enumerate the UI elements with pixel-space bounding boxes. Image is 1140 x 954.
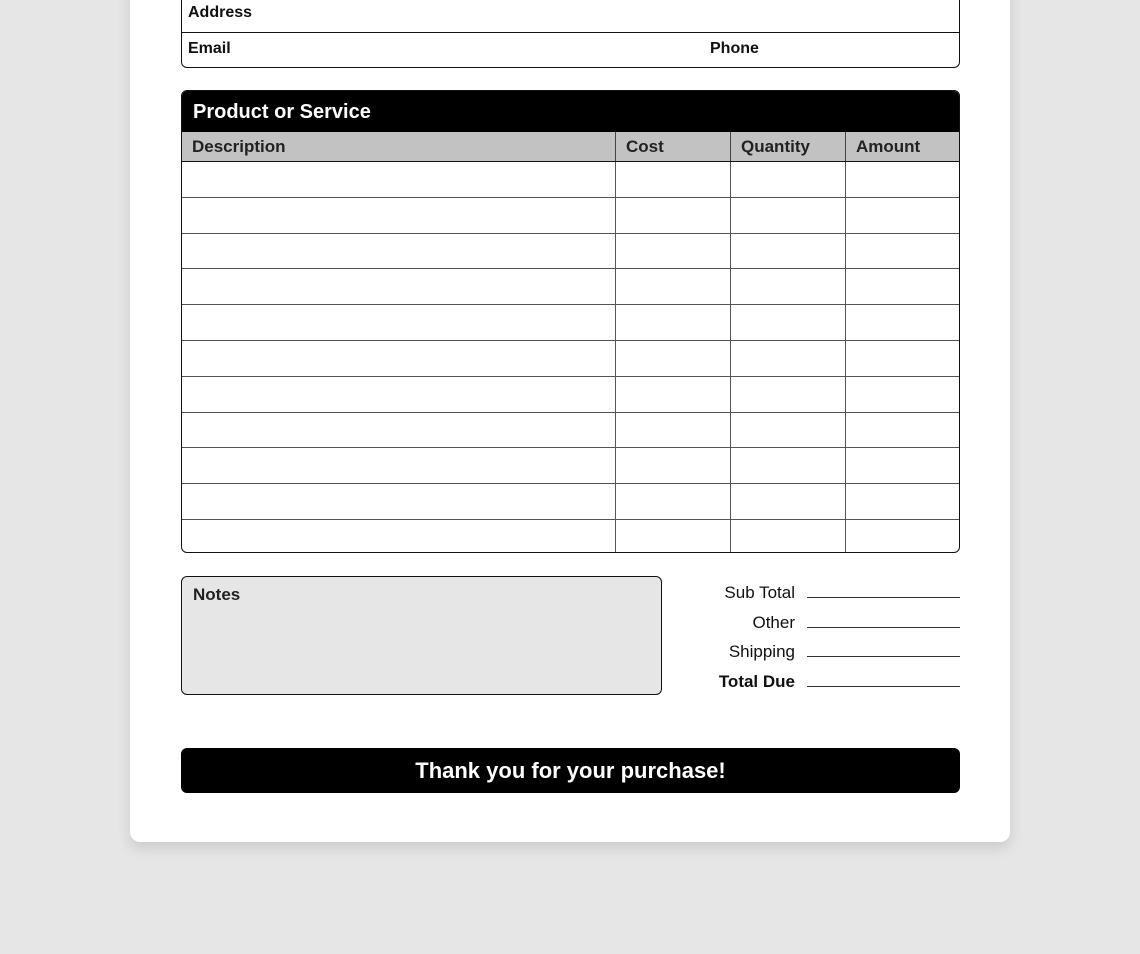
column-header-description: Description (182, 132, 616, 161)
description-cell[interactable] (182, 305, 616, 340)
cost-cell[interactable] (616, 377, 731, 412)
cost-cell[interactable] (616, 269, 731, 304)
product-rows (182, 162, 959, 553)
quantity-cell[interactable] (731, 448, 846, 483)
sub-total-field[interactable] (807, 597, 960, 598)
amount-cell[interactable] (846, 520, 959, 553)
cost-cell[interactable] (616, 341, 731, 376)
quantity-cell[interactable] (731, 269, 846, 304)
description-cell[interactable] (182, 341, 616, 376)
totals-section (690, 583, 960, 701)
shipping-field[interactable] (807, 656, 960, 657)
other-line (690, 613, 960, 643)
description-cell[interactable] (182, 269, 616, 304)
table-row (182, 198, 959, 234)
column-header-cost: Cost (616, 132, 731, 161)
table-row (182, 413, 959, 449)
table-row (182, 269, 959, 305)
table-row (182, 341, 959, 377)
quantity-cell[interactable] (731, 198, 846, 233)
thank-you-banner: Thank you for your purchase! (181, 748, 960, 793)
other-label: Other (752, 612, 795, 632)
amount-cell[interactable] (846, 162, 959, 197)
column-header-amount: Amount (856, 137, 921, 156)
address-label: Address (188, 4, 253, 21)
description-cell[interactable] (182, 413, 616, 448)
amount-cell[interactable] (846, 377, 959, 412)
description-cell[interactable] (182, 162, 616, 197)
address-row[interactable] (182, 0, 959, 33)
table-row (182, 448, 959, 484)
table-row (182, 234, 959, 270)
amount-cell[interactable] (846, 198, 959, 233)
amount-cell[interactable] (846, 448, 959, 483)
quantity-cell[interactable] (731, 484, 846, 519)
description-cell[interactable] (182, 198, 616, 233)
notes-label: Notes (193, 585, 241, 604)
amount-cell[interactable] (846, 484, 959, 519)
description-cell[interactable] (182, 484, 616, 519)
table-row (182, 377, 959, 413)
amount-cell[interactable] (846, 269, 959, 304)
description-cell[interactable] (182, 448, 616, 483)
total-due-line (690, 672, 960, 702)
description-cell[interactable] (182, 377, 616, 412)
total-due-field[interactable] (807, 686, 960, 687)
notes-box[interactable] (181, 576, 662, 695)
quantity-cell[interactable] (731, 520, 846, 553)
table-row (182, 484, 959, 520)
cost-cell[interactable] (616, 198, 731, 233)
amount-cell[interactable] (846, 413, 959, 448)
column-header-quantity: Quantity (731, 132, 846, 161)
sub-total-label: Sub Total (724, 583, 795, 602)
amount-cell[interactable] (846, 341, 959, 376)
quantity-cell[interactable] (731, 413, 846, 448)
shipping-label: Shipping (728, 642, 795, 661)
phone-label: Phone (710, 40, 759, 57)
sub-total-line (690, 583, 960, 613)
column-header-row (182, 132, 959, 162)
cost-cell[interactable] (616, 234, 731, 269)
description-cell[interactable] (182, 234, 616, 269)
quantity-cell[interactable] (731, 341, 846, 376)
cost-cell[interactable] (616, 484, 731, 519)
table-row (182, 162, 959, 198)
cost-cell[interactable] (616, 413, 731, 448)
customer-info-box (181, 0, 960, 68)
cost-cell[interactable] (616, 305, 731, 340)
contact-row (182, 33, 959, 68)
cost-cell[interactable] (616, 520, 731, 553)
total-due-label: Total Due (718, 671, 795, 691)
description-cell[interactable] (182, 520, 616, 553)
cost-cell[interactable] (616, 448, 731, 483)
product-table (181, 90, 960, 553)
shipping-line (690, 642, 960, 672)
quantity-cell[interactable] (731, 305, 846, 340)
cost-cell[interactable] (616, 162, 731, 197)
quantity-cell[interactable] (731, 234, 846, 269)
quantity-cell[interactable] (731, 162, 846, 197)
amount-cell[interactable] (846, 305, 959, 340)
other-field[interactable] (807, 627, 960, 628)
table-row (182, 520, 959, 553)
table-row (182, 305, 959, 341)
email-label: Email (188, 40, 231, 57)
quantity-cell[interactable] (731, 377, 846, 412)
product-table-title: Product or Service (182, 91, 959, 132)
amount-cell[interactable] (846, 234, 959, 269)
